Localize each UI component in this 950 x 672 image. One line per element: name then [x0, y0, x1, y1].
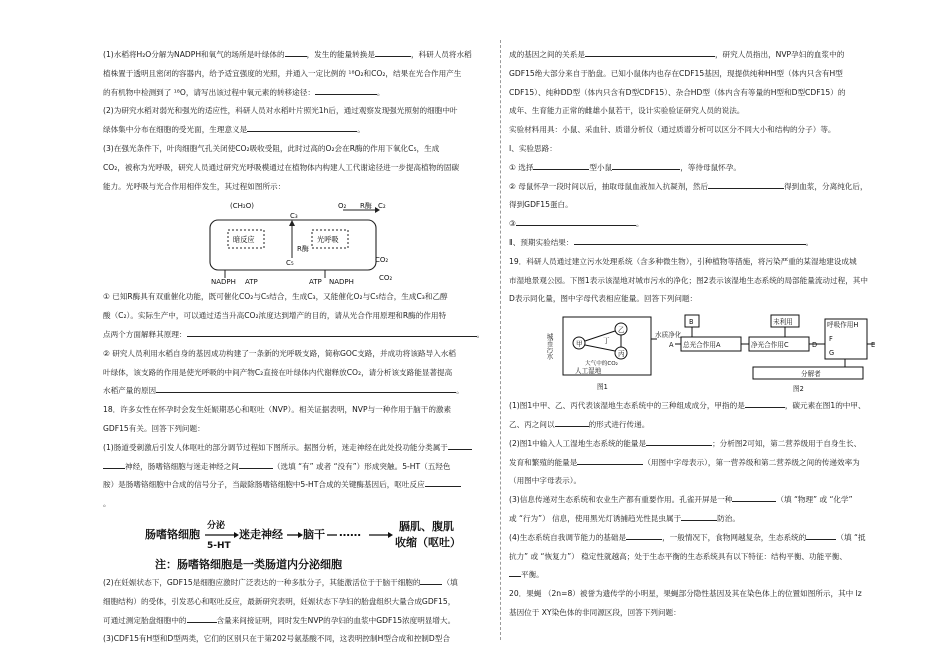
text-line: [509, 46, 885, 65]
answer-blank[interactable]: [732, 493, 776, 502]
text-line: CO₂，被称为光呼吸，研究人员通过研究光呼吸模通过在植物体内构建人工代谢途径进一步提高植物的固碳: [103, 162, 460, 172]
arrow-head: [289, 220, 295, 226]
text: 防治。: [717, 513, 740, 523]
label-c5: C₅: [286, 259, 294, 268]
text-line: [509, 435, 885, 454]
answer-blank[interactable]: [425, 478, 461, 487]
label-unused: 未利用: [773, 318, 793, 327]
label-r-enzyme-mid: R酶: [297, 245, 309, 254]
text-line: [103, 121, 496, 140]
label-atmosphere-co2: 大气中的CO₂: [585, 361, 618, 368]
left-column: [103, 46, 496, 649]
answer-blank[interactable]: [509, 568, 521, 577]
text-line: (3)CDF15有H型和D型两类，它们的区别只在于第202号氨基酸不同，这表明控制H型合成和控制D型合: [103, 634, 450, 644]
text-line: CDF15）、纯种DD型（体内只含有D型CDF15）、杂合HD型（体内含有等量的H型和D型CDF15）的: [509, 87, 846, 97]
text-line: [509, 178, 885, 197]
photorespiration-diagram: [103, 198, 496, 286]
text: 含量来间接证明，同时发生NVP的孕妇的血浆中GDF15浓度明显增大。: [216, 615, 456, 625]
figure-1-label: 图1: [597, 383, 608, 392]
question-19-line: 19．科研人员通过建立污水处理系统（含多种微生物），引种植物等措施，将污染严重的某湿地建设成城: [509, 256, 857, 266]
text: 成的基因之间的关系是: [509, 50, 585, 59]
text-line: [103, 84, 496, 103]
label-c3-top: C₃: [290, 212, 298, 221]
photorespiration-label: 光呼吸: [317, 235, 339, 245]
text: 神经，肠嗜铬细胞与迷走神经之间: [125, 461, 239, 471]
text-line: GDF15有关。回答下列问题：: [103, 423, 205, 433]
answer-blank[interactable]: [574, 236, 806, 245]
label-respiration: 呼吸作用H: [827, 321, 859, 330]
text-line: D表示同化量，图中字母代表相应能量。回答下列问题：: [509, 294, 698, 304]
text-line: (2)为研究水稻对弱光和强光的适应性，科研人员对水稻叶片照光1h后，通过观察发现强光照射的细胞中叶: [103, 106, 458, 116]
label-g: G: [829, 349, 835, 358]
text: （用图中字母表示），第一营养级和第二营养级之间的传递效率为: [643, 457, 860, 467]
label-nadph-left: NADPH: [211, 278, 236, 287]
answer-blank[interactable]: [555, 418, 589, 427]
text: 。: [635, 219, 644, 229]
arrow-head: [388, 532, 393, 538]
text: 可通过测定胎盘细胞中的: [103, 615, 187, 625]
text: 胺）是肠嗜铬细胞中合成的信号分子，当敲除肠嗜铬细胞中5-HT合成的关键酶基因后，呕吐反应: [103, 480, 425, 490]
text: ，等待母鼠怀孕。: [680, 162, 741, 172]
answer-blank[interactable]: [156, 384, 456, 393]
label-brainstem: 脑干: [303, 527, 325, 541]
label-vomit: 收缩（呕吐）: [395, 535, 461, 549]
label-vagus: 迷走神经: [239, 527, 283, 541]
answer-blank[interactable]: [187, 328, 477, 337]
text-line: Ⅰ、实验思路：: [509, 143, 557, 153]
text: 得到血浆，分离纯化后，: [784, 181, 868, 191]
text: 或 “行为”） 信息，使用黑光灯诱捕趋光性昆虫属于: [509, 513, 682, 523]
text: ，科研人员将水稻: [410, 50, 472, 59]
text-line: [509, 215, 885, 234]
answer-blank[interactable]: [239, 460, 273, 469]
answer-blank[interactable]: [626, 531, 662, 540]
text-line: [509, 491, 885, 510]
answer-blank[interactable]: [103, 460, 125, 469]
text-line: [509, 529, 885, 548]
answer-blank[interactable]: [533, 161, 589, 170]
text-line: (3)在强光条件下，叶肉细胞气孔关闭使CO₂吸收受阻，此时过高的O₂会在R酶的作用下氧化C₅，生成: [103, 143, 440, 153]
label-nadph-right: NADPH: [329, 278, 354, 287]
text: Ⅱ、预期实验结果：: [509, 237, 574, 247]
text-line: 成年、生育能力正常的雌雄小鼠若干，设计实验验证研究人员的说法。: [509, 106, 745, 116]
label-jia: 甲: [576, 340, 583, 349]
label-muscles: 膈肌、腹肌: [399, 519, 454, 533]
text: ② 母鼠怀孕一段时间以后，抽取母鼠血液加入抗凝剂，然后: [509, 181, 709, 191]
text: 点两个方面解释其原理：: [103, 329, 187, 339]
answer-blank[interactable]: [745, 399, 785, 408]
text-line: 实验材料用具：小鼠、采血针、质谱分析仪（通过质谱分析可以区分不同大小和结构的分子）等。: [509, 125, 836, 135]
text-line: [103, 382, 496, 401]
text-line: [103, 476, 496, 495]
label-ding: 丁: [603, 337, 610, 346]
label-b: B: [689, 318, 694, 327]
answer-blank[interactable]: [315, 86, 377, 95]
label-yi: 乙: [618, 326, 625, 335]
answer-blank[interactable]: [577, 456, 643, 465]
label-secrete: 分泌: [207, 520, 226, 531]
text-line: GDF15绝大部分来自于胎盘。已知小鼠体内也存在CDF15基因，现提供纯种HH型（体内只含有H型: [509, 68, 843, 78]
text: ，碳元素在图1的中甲、: [784, 401, 866, 411]
label-bing: 丙: [618, 350, 625, 359]
figure-2-label: 图2: [793, 385, 804, 394]
text-line: 能力。光呼吸与光合作用相伴发生，其过程如图所示：: [103, 181, 286, 191]
text: (3)信息传递对生态系统和农业生产都有重要作用。孔雀开屏是一种: [509, 495, 733, 505]
answer-blank[interactable]: [516, 217, 636, 226]
text: ③: [509, 219, 516, 229]
text: ；分析图2可知，第二营养级用于自身生长、: [712, 438, 862, 448]
answer-blank[interactable]: [420, 576, 442, 585]
label-wetland: 人工湿地: [575, 367, 602, 376]
text: (4)生态系统自我调节能力的基础是: [509, 532, 627, 542]
diagram-note: 注：肠嗜铬细胞是一类肠道内分泌细胞: [155, 557, 342, 571]
label-decomposer: 分解者: [801, 370, 821, 379]
text: ，发生的能量转换是: [306, 50, 375, 59]
text: ① 选择: [509, 162, 534, 172]
label-a: A: [669, 341, 674, 350]
label-atp-right: ATP: [309, 278, 322, 287]
text: (2)在妊娠状态下，GDF15是细胞应激时广泛表达的一种多肽分子，其能激活位于于脑干细胞的: [103, 577, 421, 587]
text-line: 基因位于 XY染色体的非同源区段，回答下列问题：: [509, 607, 681, 617]
text-line: [103, 439, 496, 458]
text-line: [509, 566, 885, 585]
label-atp-left: ATP: [245, 278, 258, 287]
text-line: ② 研究人员利用水稻自身的基因成功构建了一条新的光呼吸支路，简称GOC支路，并成功将该路导入水稻: [103, 348, 456, 358]
label-e: E: [871, 341, 876, 350]
text-line: [509, 416, 885, 435]
answer-blank[interactable]: [247, 123, 357, 132]
vomit-reflex-diagram: [103, 514, 496, 574]
text: ，研究人员指出，NVP孕妇的血浆中的: [714, 50, 845, 59]
label-total-photosynthesis: 总光合作用A: [683, 341, 721, 350]
text: (1)肠道受刺激后引发人体呕吐的部分调节过程如下图所示。据图分析，迷走神经在此处投功能分类属于: [103, 442, 448, 452]
answer-blank[interactable]: [708, 180, 784, 189]
answer-blank[interactable]: [585, 48, 715, 57]
answer-blank[interactable]: [681, 512, 717, 521]
text-line: 酸（C₂）。实际生产中，可以通过适当升高CO₂浓度达到增产的目的，请从光合作用原理和R酶的作用特: [103, 311, 447, 321]
arrow-jia-bing: [585, 345, 615, 351]
label-dots: ……: [339, 525, 361, 539]
text-line: [103, 574, 496, 593]
label-o2: O₂: [338, 202, 347, 211]
text-line: 细胞结构）的受体，引发恶心和呕吐反应，最新研究表明，妊娠状态下孕妇的胎盘组织大量合成GDF15，: [103, 596, 456, 606]
text-line: 抗力” 或 “恢复力”） 稳定性就越高；处于生态平衡的生态系统具有以下特征：结构平衡、功能平衡、: [509, 551, 847, 561]
text: 的有机物中检测到了 ¹⁸O，请写出该过程中氧元素的转移途径：: [103, 87, 315, 97]
text: (1)水稻将H₂O分解为NADPH和氧气的场所是叶绿体的: [103, 50, 285, 59]
label-f: F: [829, 335, 833, 344]
label-5ht: 5-HT: [207, 540, 231, 551]
answer-blank[interactable]: [187, 614, 217, 623]
right-column: [509, 46, 885, 623]
arrow-jia-yi: [585, 331, 615, 341]
text: 。: [357, 125, 365, 135]
text: （选填 “有” 或者 “没有”）形成突触。5-HT（五羟色: [272, 461, 451, 471]
text-line: 。: [103, 499, 111, 509]
text-line: [509, 234, 885, 253]
text-line: （用图中字母表示）。: [509, 476, 582, 486]
text-line: [103, 458, 496, 477]
answer-blank[interactable]: [375, 48, 411, 57]
answer-blank[interactable]: [646, 437, 712, 446]
answer-blank[interactable]: [285, 48, 307, 57]
text: 平衡。: [521, 570, 544, 580]
text-line: 叶绿体，该支路的作用是使光呼吸的中间产物C₂直接在叶绿体内代谢释放CO₂，请分析该支路能显著提高: [103, 367, 453, 377]
text-line: [103, 612, 496, 631]
text: （填 “物理” 或 “化学”: [776, 495, 853, 505]
text-line: [509, 159, 885, 178]
text-line: 植株置于透明且密闭的容器内，给予适宜强度的光照，并通入一定比例的 ¹⁸O₂和CO₂，结果在光合作用产生: [103, 68, 462, 78]
label-ch2o: (CH₂O): [230, 202, 254, 211]
answer-blank[interactable]: [612, 161, 680, 170]
column-divider: [500, 40, 501, 640]
text: 的形式进行传递。: [588, 419, 650, 429]
wetland-figures: [509, 309, 885, 397]
text: 。: [476, 329, 485, 339]
label-co2-bottom: CO₂: [379, 274, 393, 283]
text-line: 得到GDF15蛋白。: [509, 200, 573, 210]
text: 水稻产量的原因: [103, 386, 157, 396]
text-line: [103, 326, 496, 345]
text-line: 市湿地景观公园。下图1表示该湿地对城市污水的净化；图2表示该湿地生态系统的局部能量流动过程，其中: [509, 275, 868, 285]
text: ，一般情况下，食物网越复杂，生态系统的: [662, 532, 807, 542]
label-clean-water: 水质净化: [655, 331, 682, 340]
text: 发育和繁殖的能量是: [509, 457, 578, 467]
answer-blank[interactable]: [448, 441, 472, 450]
text: 。: [376, 87, 385, 97]
label-c2: C₂: [378, 202, 386, 211]
label-co2-right: CO₂: [375, 256, 389, 265]
text: 。: [456, 386, 464, 396]
text: (1)图1中甲、乙、丙代表该湿地生态系统中的三种组成成分，甲指的是: [509, 401, 745, 411]
text-line: [103, 46, 496, 65]
label-enterochromaffin: 肠嗜铬细胞: [145, 527, 200, 541]
sewage-label: 城市污水: [545, 333, 553, 360]
text-line: [509, 454, 885, 473]
label-r-enzyme-top: R酶: [360, 202, 372, 211]
text-line: [509, 397, 885, 416]
answer-blank[interactable]: [806, 531, 836, 540]
text: 型小鼠: [589, 162, 613, 172]
text: （填: [442, 577, 458, 587]
text-line: ① 已知R酶具有双重催化功能，既可催化CO₂与C₅结合，生成C₃，又能催化O₂与C₅结合，生成C₃和乙醇: [103, 292, 448, 302]
text-line: [509, 510, 885, 529]
text: （填 “抵: [836, 532, 866, 542]
text: (2)图1中输入人工湿地生态系统的能量是: [509, 438, 647, 448]
text: 乙、丙之间以: [509, 419, 555, 429]
question-18-line: 18．许多女性在怀孕时会发生妊娠期恶心和呕吐（NVP）。相关证据表明，NVP与一种作用于脑干的激素: [103, 405, 452, 415]
text: 绿体集中分布在细胞的受光面，生理意义是: [103, 125, 248, 135]
label-d: D: [812, 341, 818, 350]
question-20-line: 20．果蝇 （2n=8）被誉为遗传学的小明星，果蝇部分隐性基因及其在染色体上的位置如图所示，其中 lz: [509, 589, 862, 599]
dark-reaction-label: 暗反应: [233, 235, 255, 245]
label-net-photosynthesis: 净光合作用C: [751, 341, 789, 350]
text: 。: [805, 237, 814, 247]
